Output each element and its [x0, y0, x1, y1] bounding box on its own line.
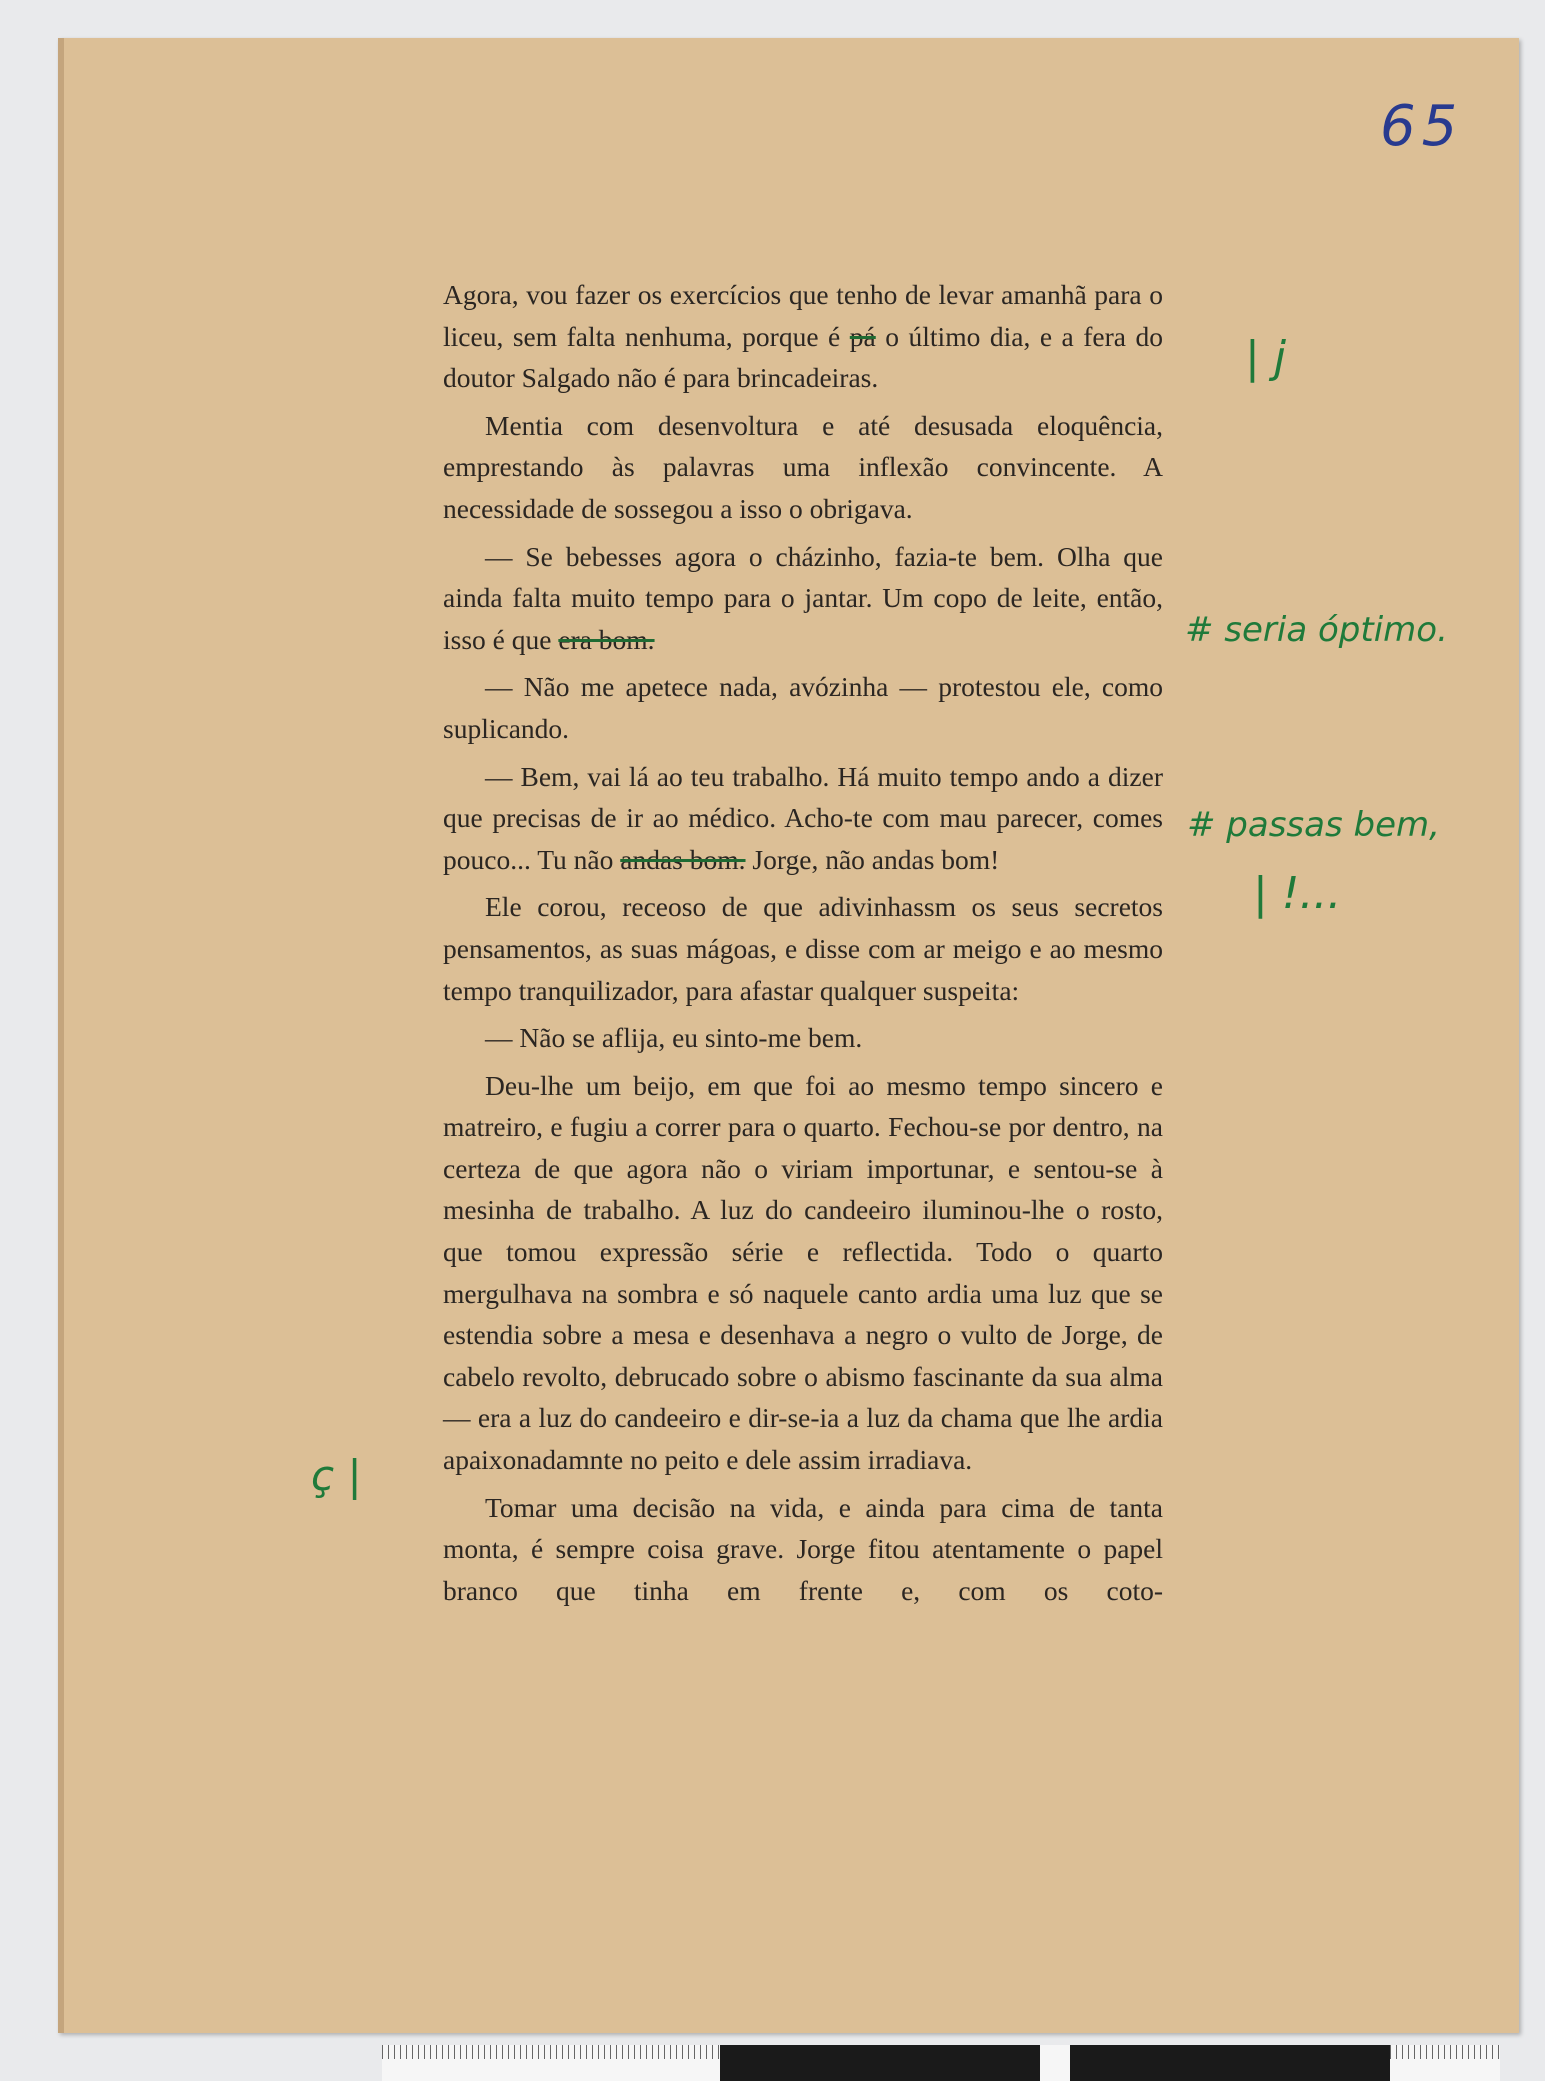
paragraph-4 — [443, 666, 1163, 749]
paragraph-8 — [443, 1065, 1163, 1481]
paragraph-9 — [443, 1487, 1163, 1612]
paragraph-text: — Bem, vai lá ao teu trabalho. Há muito tempo ando a dizer que precisas de ir ao médico. Acho-te com mau parecer, comes pouco... Tu não — [443, 760, 1163, 875]
paragraph-7 — [443, 1017, 1163, 1059]
struck-text: pá — [849, 320, 876, 352]
ruler-segment — [1390, 2045, 1500, 2081]
page-number: 65 — [1380, 94, 1464, 159]
ruler-segment — [1040, 2045, 1070, 2081]
paragraph-3 — [443, 536, 1163, 661]
paragraph-1 — [443, 274, 1163, 399]
paragraph-text: Mentia com desenvoltura e até desusada eloquência, emprestando às palavras uma inflexão convincente. A necessidade de sossegou a isso o obrigava. — [443, 409, 1163, 524]
margin-annotation: # passas bem, — [1187, 805, 1440, 845]
paragraph-text: — Se bebesses agora o cházinho, fazia-te bem. Olha que ainda falta muito tempo para o jantar. Um copo de leite, então, isso é que — [443, 540, 1163, 655]
margin-annotation: | !... — [1253, 868, 1342, 919]
margin-annotation: ç | — [311, 1451, 362, 1500]
paragraph-text: Jorge, não andas bom! — [745, 843, 1000, 875]
paragraph-2 — [443, 405, 1163, 530]
struck-text: era bom. — [558, 623, 655, 655]
scale-ruler — [382, 2045, 1500, 2081]
body-text — [443, 274, 1163, 1611]
paragraph-text: Deu-lhe um beijo, em que foi ao mesmo tempo sincero e matreiro, e fugiu a correr para o quarto. Fechou-se por dentro, na certeza de que agora não o viriam importunar, e sentou-se à mesinha de trabalho. A luz do candeeiro iluminou-lhe o rosto, que tomou expressão série e reflectida. Todo o quarto mergulhava na sombra e só naquele canto ardia uma luz que se estendia sobre a mesa e desenhava a negro o vulto de Jorge, de cabelo revolto, debrucado sobre o abismo fascinante da sua alma — era a luz do candeeiro e dir-se-ia a luz da chama que lhe ardia apaixonadamnte no peito e dele assim irradiava. — [443, 1069, 1163, 1476]
margin-annotation: # seria óptimo. — [1185, 610, 1448, 650]
manuscript-page — [58, 38, 1519, 2033]
paragraph-text: o último dia, e a fera do doutor Salgado não é para brincadeiras. — [443, 320, 1163, 394]
paragraph-text: Tomar uma decisão na vida, e ainda para cima de tanta monta, é sempre coisa grave. Jorge fitou atentamente o papel branco que tinha em frente e, com os coto- — [443, 1491, 1163, 1606]
ruler-segment — [382, 2045, 720, 2081]
struck-text: andas bom. — [620, 843, 746, 875]
paragraph-text: — Não me apetece nada, avózinha — protestou ele, como suplicando. — [443, 671, 1163, 744]
paragraph-6 — [443, 886, 1163, 1011]
ruler-segment — [1070, 2045, 1390, 2081]
paragraph-text: Ele corou, receoso de que adivinhassm os seus secretos pensamentos, as suas mágoas, e disse com ar meigo e ao mesmo tempo tranquilizador, para afastar qualquer suspeita: — [443, 891, 1163, 1006]
paragraph-text: — Não se aflija, eu sinto-me bem. — [485, 1022, 863, 1054]
paragraph-text: Agora, vou fazer os exercícios que tenho de levar amanhã para o liceu, sem falta nenhuma, porque é — [443, 279, 1163, 352]
paragraph-5 — [443, 756, 1163, 881]
ruler-segment — [720, 2045, 1040, 2081]
margin-annotation: | j — [1245, 332, 1287, 383]
